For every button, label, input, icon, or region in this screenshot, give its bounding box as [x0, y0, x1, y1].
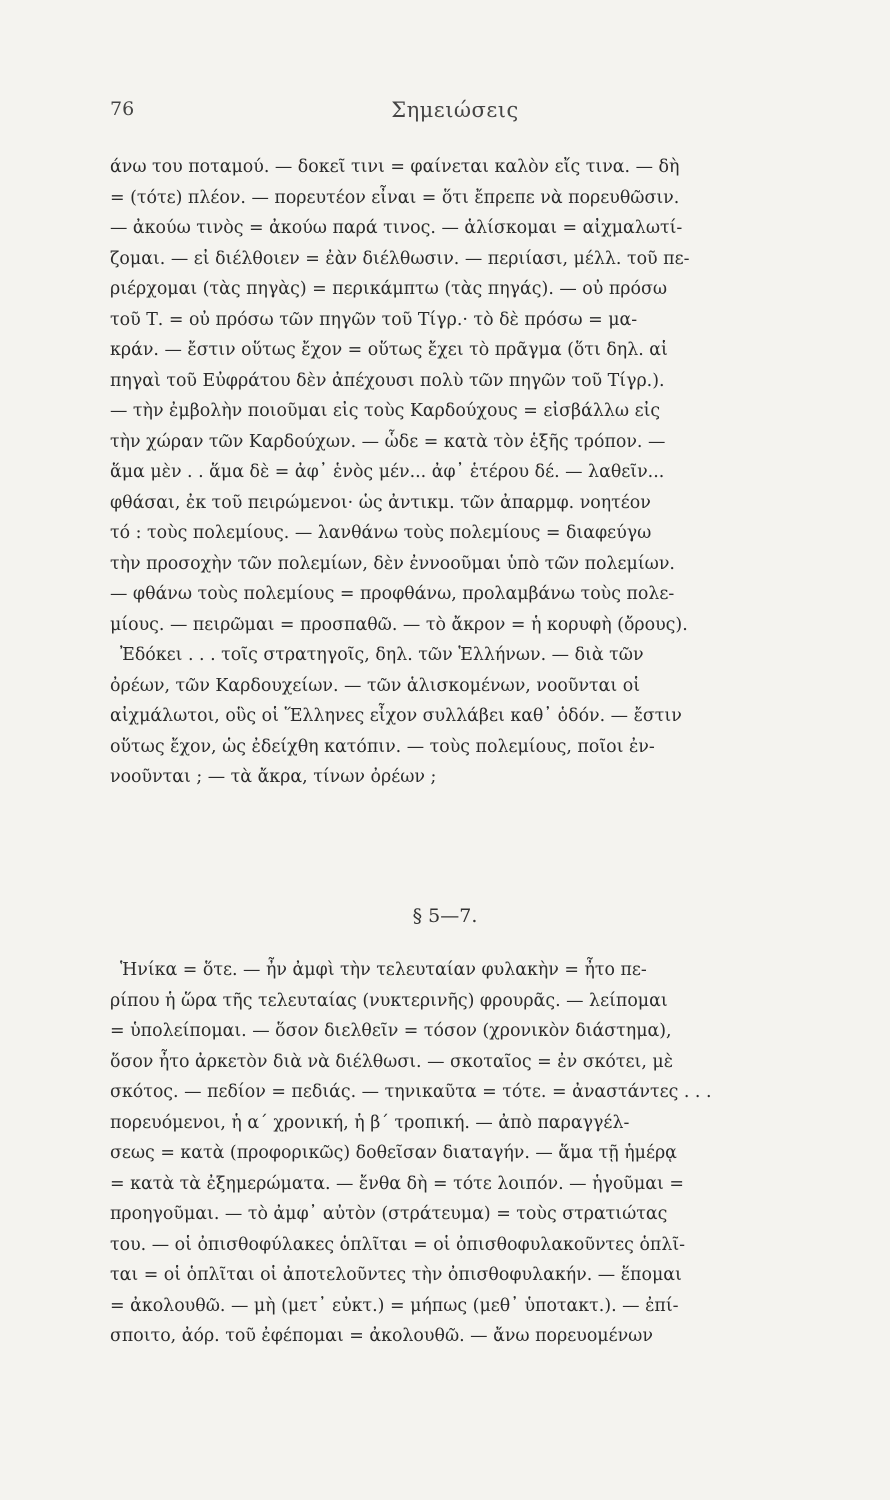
text-line: ριέρχομαι (τὰς πηγὰς) = περικάμπτω (τὰς πηγάς). — οὐ πρόσω [110, 279, 668, 299]
text-line: σκότος. — πεδίον = πεδιάς. — τηνικαῦτα = τότε. = ἀναστάντες . . . [110, 1082, 712, 1102]
text-line: ται = οἱ ὁπλῖται οἱ ἀποτελοῦντες τὴν ὀπισθοφυλακήν. — ἕπομαι [110, 1265, 682, 1285]
text-line: νοοῦνται ; — τὰ ἄκρα, τίνων ὀρέων ; [110, 767, 437, 787]
text-line: προηγοῦμαι. — τὸ ἀμφ᾽ αὐτὸν (στράτευμα) = τοὺς στρατιώτας [110, 1204, 668, 1224]
text-line: τό : τοὺς πολεμίους. — λανθάνω τοὺς πολεμίους = διαφεύγω [110, 523, 652, 543]
text-line: σποιτο, ἀόρ. τοῦ ἐφέπομαι = ἀκολουθῶ. — ἄνω πορευομένων [110, 1326, 653, 1346]
text-line: ρίπου ἡ ὥρα τῆς τελευταίας (νυκτερινῆς) φρουρᾶς. — λείπομαι [110, 990, 668, 1011]
text-line: οὕτως ἔχον, ὡς ἐδείχθη κατόπιν. — τοὺς πολεμίους, ποῖοι ἐν- [110, 736, 655, 757]
text-line: τὴν χώραν τῶν Καρδούχων. — ὧδε = κατὰ τὸν ἑξῆς τρόπον. — [110, 431, 666, 452]
page-number: 76 [110, 98, 135, 120]
text-line: ἅμα μὲν . . ἅμα δὲ = ἀφ᾽ ἑνὸς μέν... ἀφ᾽ ἑτέρου δέ. — λαθεῖν... [110, 462, 665, 482]
text-line: πηγαὶ τοῦ Εὐφράτου δὲν ἀπέχουσι πολὺ τῶν πηγῶν τοῦ Τίγρ.). [110, 370, 665, 391]
text-line: φθάσαι, ἐκ τοῦ πειρώμενοι· ὡς ἀντικμ. τῶν ἀπαρμφ. νοητέον [110, 492, 651, 513]
text-line: του. — οἱ ὀπισθοφύλακες ὁπλῖται = οἱ ὀπισθοφυλακοῦντες ὁπλῖ- [110, 1234, 686, 1255]
text-line: = (τότε) πλέον. — πορευτέον εἶναι = ὅτι ἔπρεπε νὰ πορευθῶσιν. [110, 187, 680, 208]
text-line: = ἀκολουθῶ. — μὴ (μετ᾽ εὐκτ.) = μήπως (μεθ᾽ ὑποτακτ.). — ἐπί- [110, 1295, 679, 1316]
text-line: = ὑπολείπομαι. — ὅσον διελθεῖν = τόσον (χρονικὸν διάστημα), [110, 1021, 672, 1041]
text-line: αἰχμάλωτοι, οὓς οἱ Ἕλληνες εἶχον συλλάβει καθ᾽ ὁδόν. — ἔστιν [110, 706, 682, 726]
text-line: σεως = κατὰ (προφορικῶς) δοθεῖσαν διαταγήν. — ἅμα τῇ ἡμέρᾳ [110, 1143, 677, 1163]
text-line: ὀρέων, τῶν Καρδουχείων. — τῶν ἁλισκομένων, νοοῦνται οἱ [110, 675, 641, 696]
notes-block-lower [110, 955, 850, 1352]
text-line: ζομαι. — εἰ διέλθοιεν = ἐὰν διέλθωσιν. — περιίασι, μέλλ. τοῦ πε- [110, 248, 690, 269]
page-header [110, 98, 800, 128]
text-line: Ἡνίκα = ὅτε. — ἦν ἀμφὶ τὴν τελευταίαν φυλακὴν = ἦτο πε- [120, 960, 647, 980]
text-line: = κατὰ τὰ ἐξημερώματα. — ἔνθα δὴ = τότε λοιπόν. — ἡγοῦμαι = [110, 1173, 684, 1194]
text-line: — ἀκούω τινὸς = ἀκούω παρά τινος. — ἁλίσκομαι = αἰχμαλωτί- [110, 218, 683, 238]
running-title: Σημειώσεις [391, 98, 519, 122]
text-line: τὴν προσοχὴν τῶν πολεμίων, δὲν ἐννοοῦμαι ὑπὸ τῶν πολεμίων. [110, 553, 675, 574]
text-line: κράν. — ἔστιν οὕτως ἔχον = οὕτως ἔχει τὸ πρᾶγμα (ὅτι δηλ. αἱ [110, 340, 668, 360]
notes-block-upper [110, 152, 850, 793]
text-line: — τὴν ἐμβολὴν ποιοῦμαι εἰς τοὺς Καρδούχους = εἰσβάλλω εἰς [110, 401, 661, 421]
text-line: — φθάνω τοὺς πολεμίους = προφθάνω, προλαμβάνω τοὺς πολε- [110, 584, 675, 604]
section-heading: § 5—7. [412, 905, 478, 927]
text-line: Ἐδόκει . . . τοῖς στρατηγοῖς, δηλ. τῶν Ἑλλήνων. — διὰ τῶν [120, 645, 644, 665]
text-line: μίους. — πειρῶμαι = προσπαθῶ. — τὸ ἄκρον = ἡ κορυφὴ (ὄρους). [110, 614, 688, 635]
text-line: άνω του ποταμού. — δοκεῖ τινι = φαίνεται καλὸν εἴς τινα. — δὴ [110, 157, 680, 177]
text-line: ὅσον ἦτο ἀρκετὸν διὰ νὰ διέλθωσι. — σκοταῖος = ἐν σκότει, μὲ [110, 1051, 674, 1072]
text-line: τοῦ Τ. = οὐ πρόσω τῶν πηγῶν τοῦ Τίγρ.· τὸ δὲ πρόσω = μα- [110, 309, 638, 330]
text-line: πορευόμενοι, ἡ α΄ χρονική, ἡ β΄ τροπική. — ἀπὸ παραγγέλ- [110, 1112, 630, 1133]
